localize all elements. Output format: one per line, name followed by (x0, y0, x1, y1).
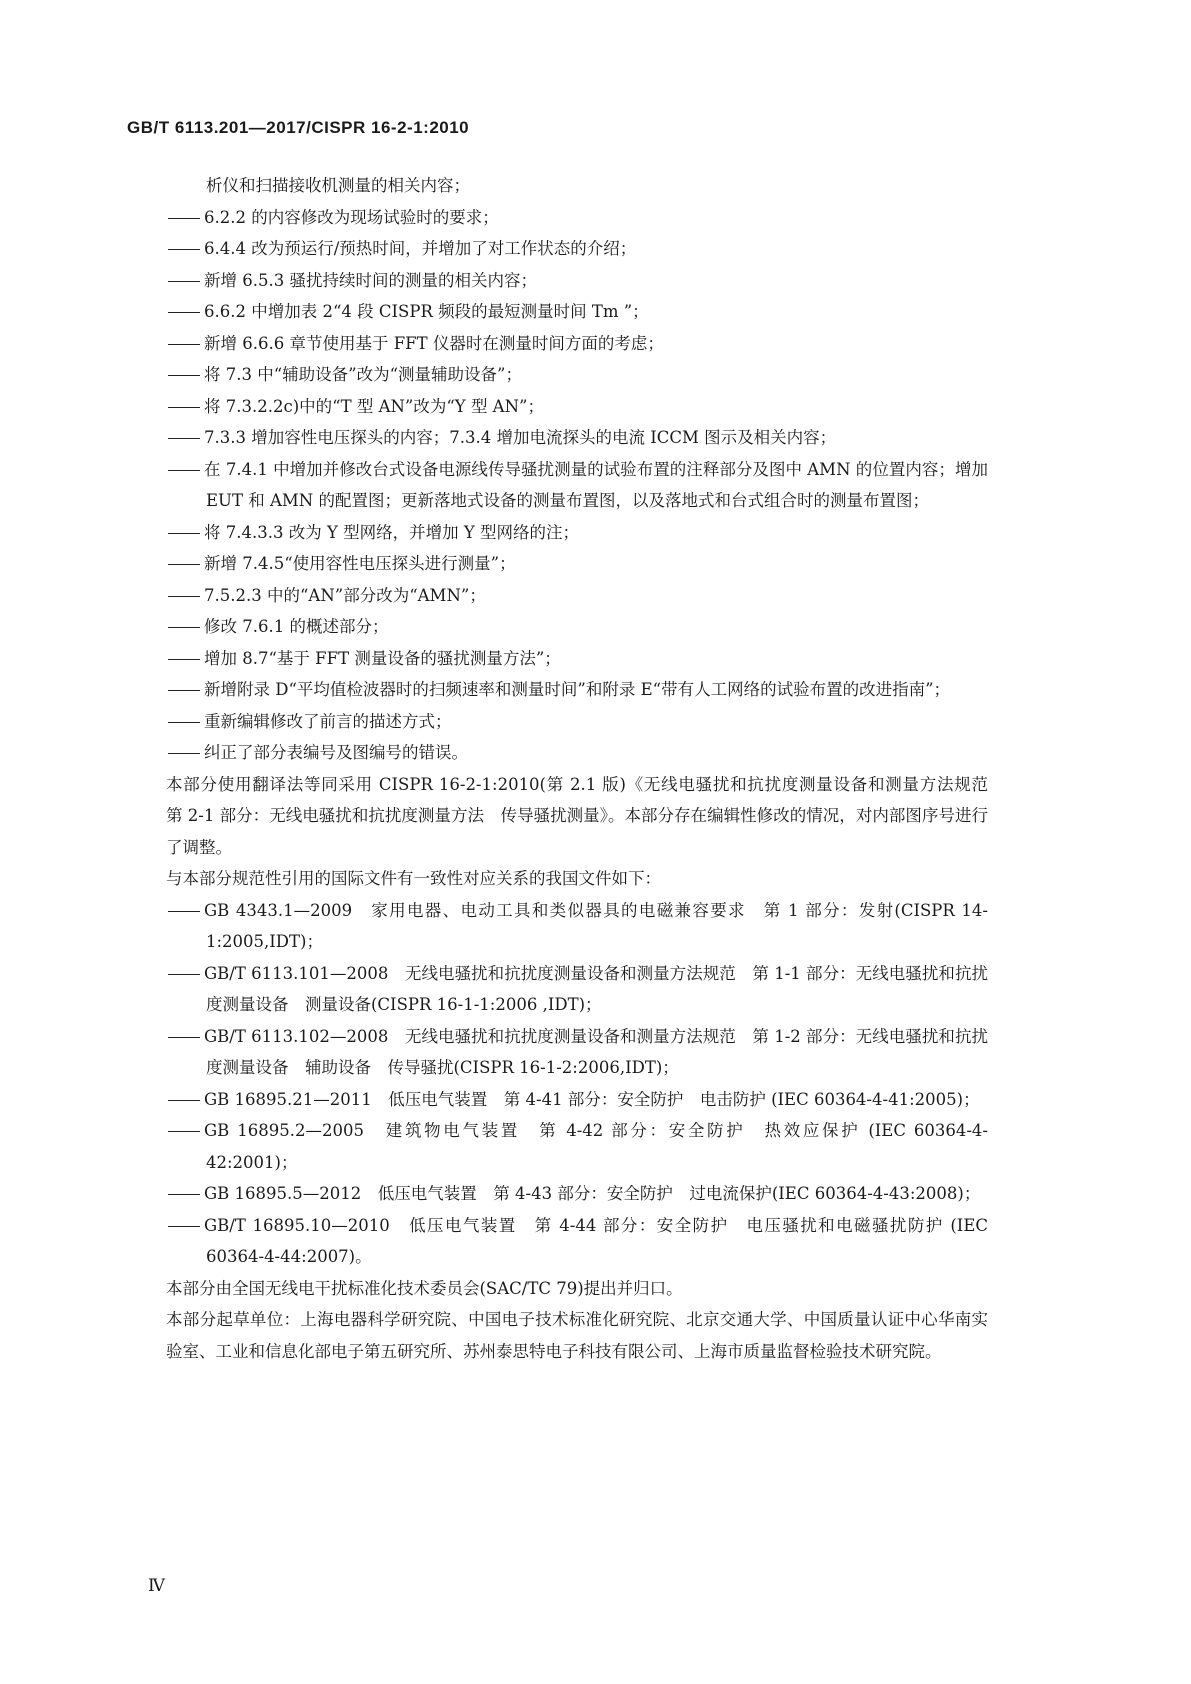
dash-marker (168, 454, 204, 486)
foreword-body (166, 170, 1005, 1367)
references-intro: 与本部分规范性引用的国际文件有一致性对应关系的我国文件如下： (166, 869, 661, 888)
list-item: GB/T 6113.102—2008 无线电骚扰和抗扰度测量设备和测量方法规范 第 1-2 部分：无线电骚扰和抗扰度测量设备 辅助设备 传导骚扰(CISPR 16-1-2:2006,IDT)； (168, 1021, 988, 1084)
references-list (168, 895, 988, 1273)
dash-marker (168, 1115, 204, 1147)
list-item: 6.6.2 中增加表 2“4 段 CISPR 频段的最短测量时间 Tm ”； (168, 296, 988, 328)
changes-list (168, 202, 988, 769)
list-item: 将 7.3 中“辅助设备”改为“测量辅助设备”； (168, 359, 988, 391)
dash-marker (168, 895, 204, 927)
dash-marker (168, 265, 204, 297)
list-item: 6.2.2 的内容修改为现场试验时的要求； (168, 202, 988, 234)
list-item: 新增附录 D“平均值检波器时的扫频速率和测量时间”和附录 E“带有人工网络的试验布置的改进指南”； (168, 674, 988, 706)
dash-marker (168, 233, 204, 265)
dash-marker (168, 958, 204, 990)
list-item: 7.5.2.3 中的“AN”部分改为“AMN”； (168, 580, 988, 612)
proposer-paragraph: 本部分由全国无线电干扰标准化技术委员会(SAC/TC 79)提出并归口。 (166, 1278, 683, 1298)
dash-marker (168, 359, 204, 391)
dash-marker (168, 517, 204, 549)
list-item: 重新编辑修改了前言的描述方式； (168, 706, 988, 738)
dash-marker (168, 422, 204, 454)
list-item: 在 7.4.1 中增加并修改台式设备电源线传导骚扰测量的试验布置的注释部分及图中 AMN 的位置内容；增加 EUT 和 AMN 的配置图；更新落地式设备的测量布置图，以及落地式和台式组合时的测量布置图； (168, 454, 988, 517)
drafters-paragraph: 本部分起草单位：上海电器科学研究院、中国电子技术标准化研究院、北京交通大学、中国质量认证中心华南实验室、工业和信息化部电子第五研究所、苏州泰思特电子科技有限公司、上海市质量监督检验技术研究院。 (166, 1310, 988, 1361)
list-item: GB 16895.2—2005 建筑物电气装置 第 4-42 部分：安全防护 热效应保护 (IEC 60364-4-42:2001)； (168, 1115, 988, 1178)
list-item: 新增 6.5.3 骚扰持续时间的测量的相关内容； (168, 265, 988, 297)
dash-marker (168, 611, 204, 643)
list-item: 6.4.4 改为预运行/预热时间，并增加了对工作状态的介绍； (168, 233, 988, 265)
list-item: 新增 6.6.6 章节使用基于 FFT 仪器时在测量时间方面的考虑； (168, 328, 988, 360)
dash-marker (168, 296, 204, 328)
standard-code-header: GB/T 6113.201—2017/CISPR 16-2-1:2010 (127, 118, 470, 137)
dash-marker (168, 548, 204, 580)
list-item: GB/T 16895.10—2010 低压电气装置 第 4-44 部分：安全防护 电压骚扰和电磁骚扰防护 (IEC 60364-4-44:2007)。 (168, 1210, 988, 1273)
list-item: GB 16895.5—2012 低压电气装置 第 4-43 部分：安全防护 过电流保护(IEC 60364-4-43:2008)； (168, 1178, 988, 1210)
dash-marker (168, 580, 204, 612)
dash-marker (168, 1178, 204, 1210)
continuation-line: 析仪和扫描接收机测量的相关内容； (206, 176, 470, 195)
list-item: 将 7.4.3.3 改为 Y 型网络，并增加 Y 型网络的注； (168, 517, 988, 549)
list-item: GB 4343.1—2009 家用电器、电动工具和类似器具的电磁兼容要求 第 1 部分：发射(CISPR 14-1:2005,IDT)； (168, 895, 988, 958)
list-item: 增加 8.7“基于 FFT 测量设备的骚扰测量方法”； (168, 643, 988, 675)
dash-marker (168, 1210, 204, 1242)
dash-marker (168, 1084, 204, 1116)
translation-paragraph: 本部分使用翻译法等同采用 CISPR 16-2-1:2010(第 2.1 版)《无线电骚扰和抗扰度测量设备和测量方法规范 第 2-1 部分：无线电骚扰和抗扰度测量方法 传导骚扰测量》。本部分存在编辑性修改的情况，对内部图序号进行了调整。 (166, 774, 1005, 857)
dash-marker (168, 328, 204, 360)
list-item: 将 7.3.2.2c)中的“T 型 AN”改为“Y 型 AN”； (168, 391, 988, 423)
dash-marker (168, 643, 204, 675)
dash-marker (168, 1021, 204, 1053)
list-item: 纠正了部分表编号及图编号的错误。 (168, 737, 988, 769)
dash-marker (168, 737, 204, 769)
list-item: GB/T 6113.101—2008 无线电骚扰和抗扰度测量设备和测量方法规范 第 1-1 部分：无线电骚扰和抗扰度测量设备 测量设备(CISPR 16-1-1:2006 ,IDT)； (168, 958, 988, 1021)
page-number: Ⅳ (148, 1576, 165, 1596)
dash-marker (168, 202, 204, 234)
dash-marker (168, 674, 204, 706)
list-item: 7.3.3 增加容性电压探头的内容；7.3.4 增加电流探头的电流 ICCM 图示及相关内容； (168, 422, 988, 454)
list-item: 修改 7.6.1 的概述部分； (168, 611, 988, 643)
list-item: 新增 7.4.5“使用容性电压探头进行测量”； (168, 548, 988, 580)
dash-marker (168, 391, 204, 423)
dash-marker (168, 706, 204, 738)
list-item: GB 16895.21—2011 低压电气装置 第 4-41 部分：安全防护 电击防护 (IEC 60364-4-41:2005)； (168, 1084, 988, 1116)
